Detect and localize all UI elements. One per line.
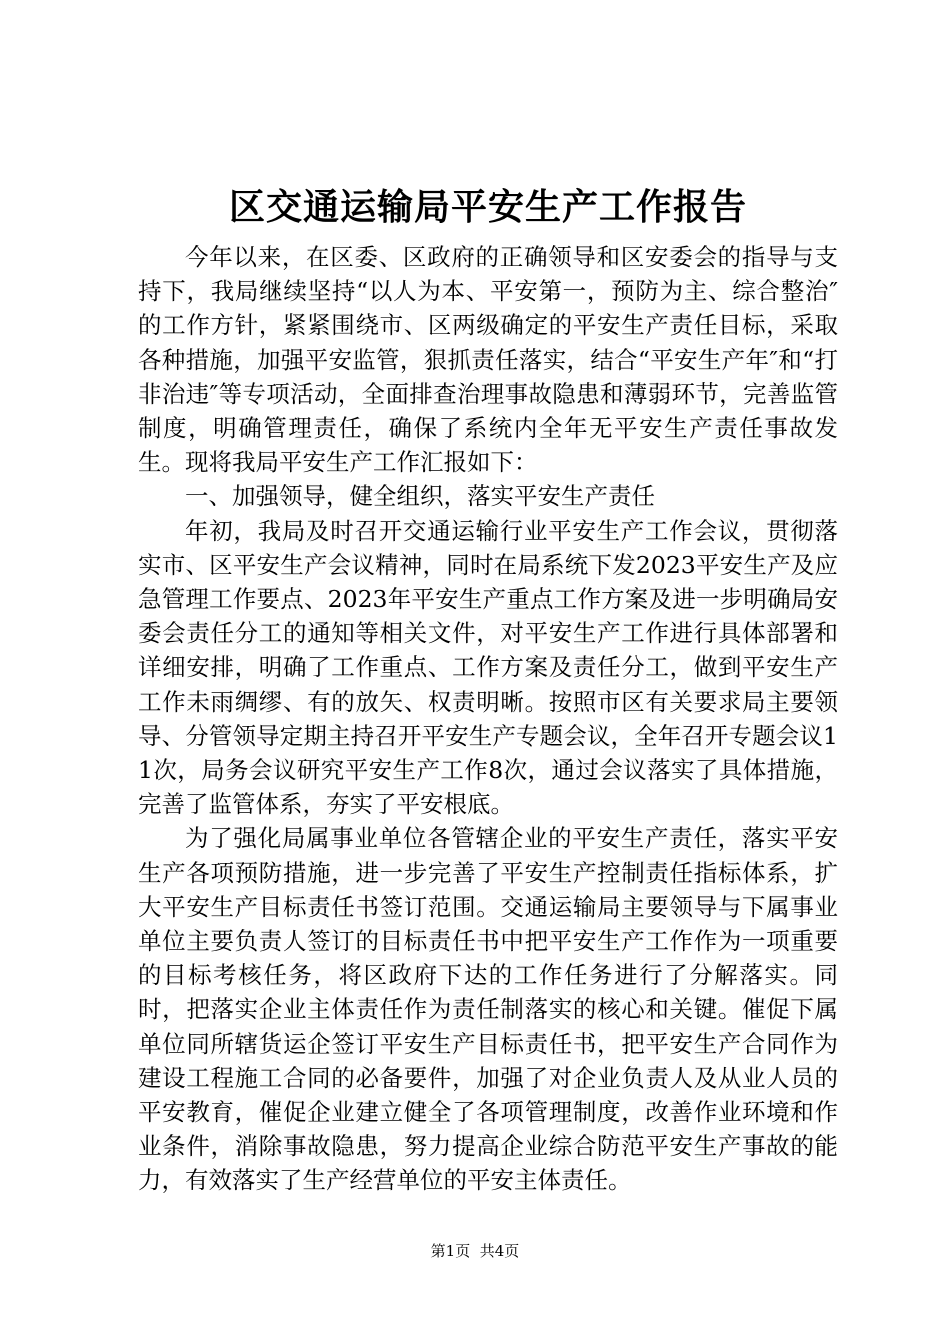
- section-heading-1: 一、加强领导，健全组织，落实平安生产责任: [185, 482, 655, 511]
- document-page: [138, 178, 838, 1198]
- page-footer: [0, 1241, 950, 1261]
- intro-paragraph: 今年以来，在区委、区政府的正确领导和区安委会的指导与支持下，我局继续坚持“以人为本、平安第一，预防为主、综合整治″的工作方针，紧紧围绕市、区两级确定的平安生产责任目标，采取各种措施，加强平安监管，狠抓责任落实，结合“平安生产年″和“打非治违″等专项活动，全面排查治理事故隐患和薄弱环节，完善监管制度，明确管理责任，确保了系统内全年无平安生产责任事故发生。现将我局平安生产工作汇报如下：: [138, 243, 838, 477]
- page-total: 共4页: [479, 1242, 520, 1260]
- body-paragraph-2: 为了强化局属事业单位各管辖企业的平安生产责任，落实平安生产各项预防措施，进一步完善了平安生产控制责任指标体系，扩大平安生产目标责任书签订范围。交通运输局主要领导与下属事业单位主要负责人签订的目标责任书中把平安生产工作作为一项重要的目标考核任务，将区政府下达的工作任务进行了分解落实。同时，把落实企业主体责任作为责任制落实的核心和关键。催促下属单位同所辖货运企签订平安生产目标责任书，把平安生产合同作为建设工程施工合同的必备要件，加强了对企业负责人及从业人员的平安教育，催促企业建立健全了各项管理制度，改善作业环境和作业条件，消除事故隐患，努力提高企业综合防范平安生产事故的能力，有效落实了生产经营单位的平安主体责任。: [138, 824, 838, 1195]
- document-title: 区交通运输局平安生产工作报告: [228, 186, 747, 228]
- body-paragraph-1: 年初，我局及时召开交通运输行业平安生产工作会议，贯彻落实市、区平安生产会议精神，同时在局系统下发2023平安生产及应急管理工作要点、2023年平安生产重点工作方案及进一步明确局安委会责任分工的通知等相关文件，对平安生产工作进行具体部署和详细安排，明确了工作重点、工作方案及责任分工，做到平安生产工作未雨绸缪、有的放矢、权责明晰。按照市区有关要求局主要领导、分管领导定期主持召开平安生产专题会议，全年召开专题会议11次，局务会议研究平安生产工作8次，通过会议落实了具体措施，完善了监管体系，夯实了平安根底。: [138, 516, 838, 819]
- page-number: 第1页: [430, 1242, 471, 1260]
